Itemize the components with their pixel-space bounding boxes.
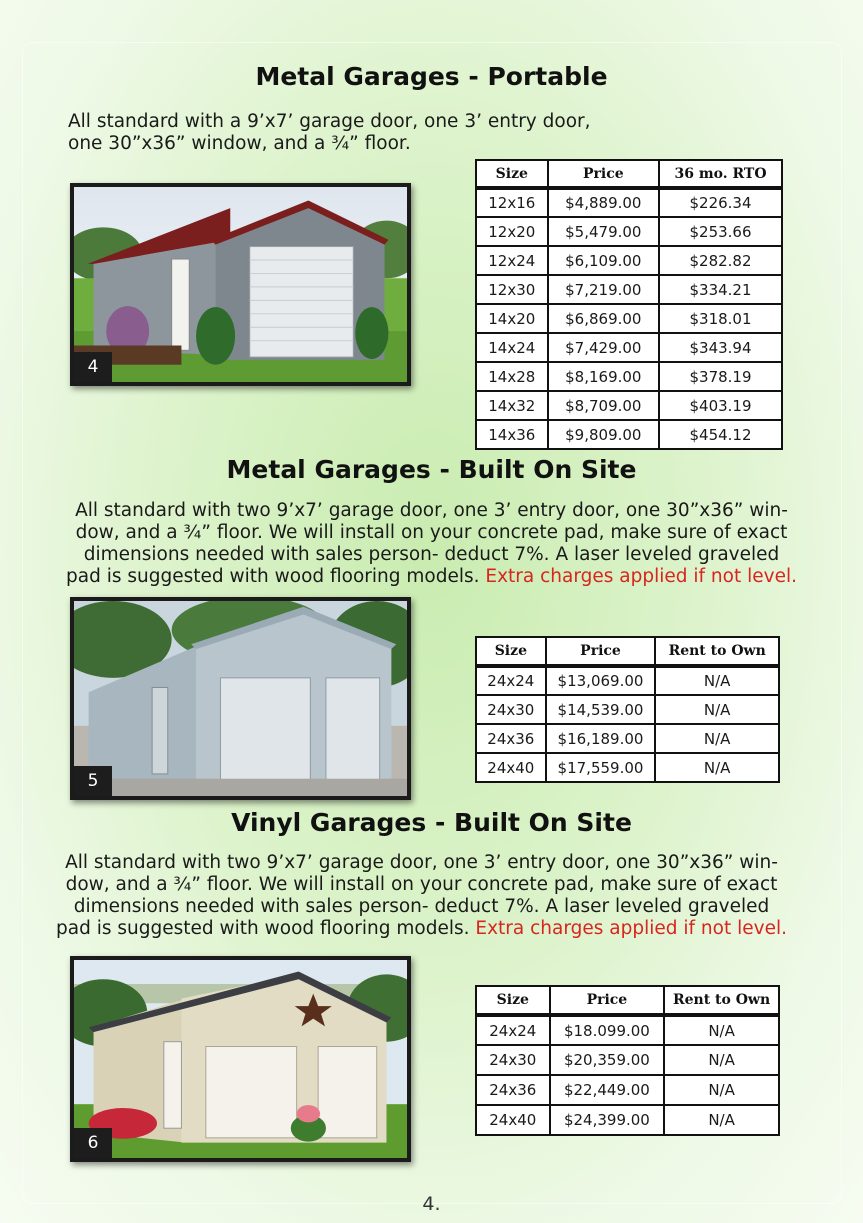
cell-price: $7,429.00 — [548, 333, 659, 362]
header-price: Price — [548, 160, 659, 188]
price-table-vinyl-built — [475, 985, 780, 1136]
table-row — [476, 1105, 779, 1135]
section-title-metal-portable: Metal Garages - Portable — [255, 62, 608, 91]
table-header-row — [476, 637, 779, 666]
garage-illustration — [74, 601, 407, 796]
desc-line: All standard with two 9’x7’ garage door, one 3’ entry door, one 30”x36” win- — [75, 500, 788, 521]
cell-rto: N/A — [655, 666, 779, 695]
cell-size: 12x30 — [476, 275, 548, 304]
cell-rto: $454.12 — [659, 420, 782, 449]
table-row — [476, 1015, 779, 1045]
table-row — [476, 275, 782, 304]
cell-price: $24,399.00 — [550, 1105, 665, 1135]
cell-size: 24x36 — [476, 1075, 550, 1105]
cell-price: $9,809.00 — [548, 420, 659, 449]
cell-price: $8,169.00 — [548, 362, 659, 391]
cell-size: 24x40 — [476, 1105, 550, 1135]
desc-line — [30, 918, 813, 940]
cell-rto: $378.19 — [659, 362, 782, 391]
cell-rto: $253.66 — [659, 217, 782, 246]
cell-rto: N/A — [664, 1105, 779, 1135]
header-rent-to-own: Rent to Own — [655, 637, 779, 666]
cell-rto: $334.21 — [659, 275, 782, 304]
cell-size: 14x20 — [476, 304, 548, 333]
price-table-metal-built — [475, 636, 780, 783]
header-rent-to-own: Rent to Own — [664, 986, 779, 1015]
table-row — [476, 1075, 779, 1105]
desc-line: dimensions needed with sales person- deduct 7%. A laser leveled graveled — [73, 896, 770, 917]
cell-size: 14x32 — [476, 391, 548, 420]
desc-line: dow, and a ¾” floor. We will install on your concrete pad, make sure of exact — [65, 874, 778, 895]
cell-price: $22,449.00 — [550, 1075, 665, 1105]
header-size: Size — [476, 986, 550, 1015]
header-size: Size — [476, 637, 546, 666]
table-row — [476, 217, 782, 246]
section-title-metal-built: Metal Garages - Built On Site — [226, 455, 637, 484]
table-row — [476, 753, 779, 782]
cell-size: 14x36 — [476, 420, 548, 449]
warning-text: Extra charges applied if not level. — [485, 566, 797, 587]
photo-number-badge: 4 — [74, 352, 112, 382]
desc-line — [40, 566, 823, 588]
photo-number-badge: 6 — [74, 1128, 112, 1158]
table-row — [476, 1045, 779, 1075]
cell-price: $4,889.00 — [548, 188, 659, 217]
table-row — [476, 391, 782, 420]
table-row — [476, 666, 779, 695]
cell-price: $6,109.00 — [548, 246, 659, 275]
page-number: 4. — [422, 1193, 441, 1215]
photo-vinyl-built-garage — [70, 956, 411, 1162]
cell-rto: $226.34 — [659, 188, 782, 217]
cell-size: 24x24 — [476, 666, 546, 695]
cell-size: 24x40 — [476, 753, 546, 782]
cell-price: $5,479.00 — [548, 217, 659, 246]
cell-rto: $343.94 — [659, 333, 782, 362]
cell-price: $16,189.00 — [546, 724, 656, 753]
cell-size: 24x30 — [476, 695, 546, 724]
warning-text: Extra charges applied if not level. — [475, 918, 787, 939]
cell-size: 14x28 — [476, 362, 548, 391]
cell-size: 24x36 — [476, 724, 546, 753]
section-desc-metal-portable — [68, 111, 628, 155]
header-price: Price — [546, 637, 656, 666]
cell-price: $17,559.00 — [546, 753, 656, 782]
cell-price: $13,069.00 — [546, 666, 656, 695]
table-row — [476, 333, 782, 362]
cell-rto: N/A — [664, 1075, 779, 1105]
cell-price: $18.099.00 — [550, 1015, 665, 1045]
photo-metal-built-garage — [70, 597, 411, 800]
photo-number-badge: 5 — [74, 766, 112, 796]
section-desc-metal-built — [40, 500, 823, 588]
cell-price: $6,869.00 — [548, 304, 659, 333]
table-row — [476, 695, 779, 724]
cell-rto: N/A — [655, 695, 779, 724]
table-row — [476, 304, 782, 333]
cell-rto: $282.82 — [659, 246, 782, 275]
cell-rto: N/A — [664, 1015, 779, 1045]
cell-size: 12x16 — [476, 188, 548, 217]
table-row — [476, 362, 782, 391]
desc-line: All standard with two 9’x7’ garage door, one 3’ entry door, one 30”x36” win- — [65, 852, 778, 873]
cell-price: $7,219.00 — [548, 275, 659, 304]
header-price: Price — [550, 986, 665, 1015]
garage-illustration — [74, 187, 407, 382]
cell-rto: $403.19 — [659, 391, 782, 420]
table-row — [476, 188, 782, 217]
table-row — [476, 246, 782, 275]
table-row — [476, 724, 779, 753]
desc-text: pad is suggested with wood flooring models. — [66, 566, 486, 587]
section-title-vinyl-built: Vinyl Garages - Built On Site — [231, 808, 632, 837]
table-header-row — [476, 986, 779, 1015]
cell-size: 12x24 — [476, 246, 548, 275]
cell-size: 24x24 — [476, 1015, 550, 1045]
header-rto: 36 mo. RTO — [659, 160, 782, 188]
header-size: Size — [476, 160, 548, 188]
cell-size: 24x30 — [476, 1045, 550, 1075]
cell-price: $20,359.00 — [550, 1045, 665, 1075]
table-header-row — [476, 160, 782, 188]
cell-size: 14x24 — [476, 333, 548, 362]
garage-illustration — [74, 960, 407, 1158]
desc-line: dimensions needed with sales person- deduct 7%. A laser leveled graveled — [83, 544, 780, 565]
cell-rto: N/A — [664, 1045, 779, 1075]
desc-line: one 30”x36” window, and a ¾” floor. — [68, 133, 411, 154]
desc-line: All standard with a 9’x7’ garage door, one 3’ entry door, — [68, 111, 591, 132]
cell-rto: N/A — [655, 753, 779, 782]
price-table-metal-portable — [475, 159, 783, 450]
cell-price: $8,709.00 — [548, 391, 659, 420]
photo-metal-portable-garage — [70, 183, 411, 386]
cell-size: 12x20 — [476, 217, 548, 246]
cell-price: $14,539.00 — [546, 695, 656, 724]
table-row — [476, 420, 782, 449]
cell-rto: N/A — [655, 724, 779, 753]
desc-line: dow, and a ¾” floor. We will install on your concrete pad, make sure of exact — [75, 522, 788, 543]
desc-text: pad is suggested with wood flooring models. — [56, 918, 476, 939]
cell-rto: $318.01 — [659, 304, 782, 333]
section-desc-vinyl-built — [30, 852, 813, 940]
